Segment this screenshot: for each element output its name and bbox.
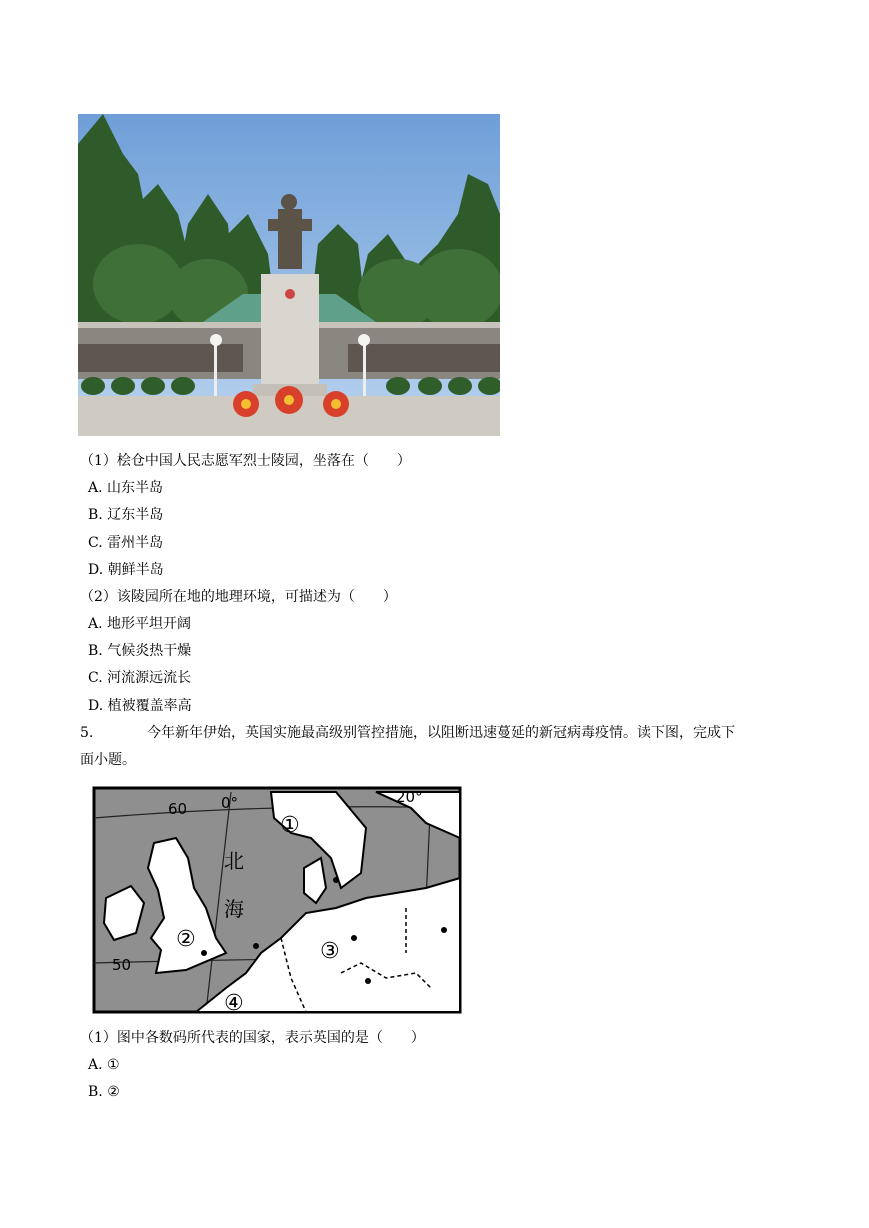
map-marker-4: ④	[224, 991, 244, 1016]
q4-sub2-option-b[interactable]: B. 气候炎热干燥	[88, 643, 192, 659]
q5-text-line2: 面小题。	[80, 752, 136, 768]
q5-number: 5.	[80, 725, 94, 741]
q5-sub1-stem: （1）图中各数码所代表的国家，表示英国的是（ ）	[80, 1030, 425, 1046]
q5-sub1-option-b[interactable]: B. ②	[88, 1084, 120, 1100]
sea-label-2: 海	[224, 897, 244, 921]
q5-text-line1: 今年新年伊始，英国实施最高级别管控措施，以阻断迅速蔓延的新冠病毒疫情。读下图，完成下	[147, 725, 735, 741]
europe-map-image	[76, 778, 466, 1018]
map-marker-2: ②	[176, 927, 196, 952]
monument-photo-image	[78, 114, 500, 436]
q4-sub1-option-b[interactable]: B. 辽东半岛	[88, 507, 164, 523]
q4-sub1-stem: （1）桧仓中国人民志愿军烈士陵园，坐落在（ ）	[80, 453, 411, 469]
lon-label-20: 20°	[396, 788, 423, 806]
q4-sub1-option-c[interactable]: C. 雷州半岛	[88, 535, 164, 551]
q4-sub2-option-d[interactable]: D. 植被覆盖率高	[88, 698, 192, 714]
map-marker-1: ①	[280, 813, 300, 838]
lat-label-60: 60	[168, 800, 188, 818]
q4-sub1-option-d[interactable]: D. 朝鲜半岛	[88, 562, 164, 578]
europe-map	[76, 778, 466, 1018]
map-marker-3: ③	[320, 939, 340, 964]
lat-label-50: 50	[112, 956, 132, 974]
lon-label-0: 0°	[221, 794, 239, 812]
monument-photo	[78, 114, 500, 436]
q4-sub1-option-a[interactable]: A. 山东半岛	[88, 480, 164, 496]
q4-sub2-option-c[interactable]: C. 河流源远流长	[88, 670, 192, 686]
q5-sub1-option-a[interactable]: A. ①	[88, 1057, 120, 1073]
q4-sub2-stem: （2）该陵园所在地的地理环境，可描述为（ ）	[80, 589, 397, 605]
sea-label-1: 北	[224, 849, 244, 873]
q4-sub2-option-a[interactable]: A. 地形平坦开阔	[88, 616, 192, 632]
